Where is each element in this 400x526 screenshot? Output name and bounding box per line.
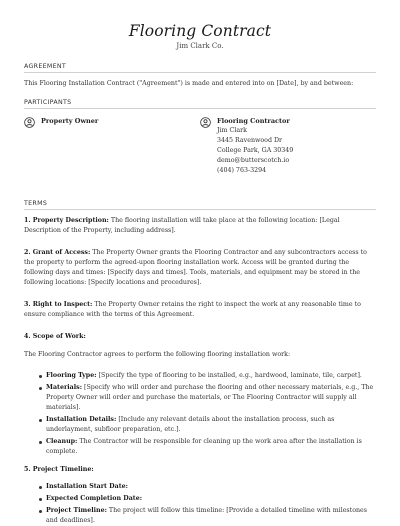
list-item-label: Materials: <box>46 384 83 391</box>
list-item-text: The project will follow this timeline: [Provide a detailed timeline with milestones and deadlines]. <box>46 507 367 524</box>
list-item <box>24 383 376 413</box>
participants-section-label: PARTICIPANTS <box>24 99 72 106</box>
term-text: The Property Owner retains the right to inspect the work at any reasonable time to ensure compliance with the terms of this Agreement. <box>24 301 361 318</box>
scope-of-work-list <box>24 371 376 457</box>
list-item-text: [Specify the type of flooring to be installed, e.g., hardwood, laminate, tile, carpet]. <box>96 372 362 379</box>
term-heading: 3. Right to Inspect: <box>24 301 93 308</box>
contractor-address-line2: College Park, GA 30349 <box>217 147 294 154</box>
agreement-text: This Flooring Installation Contract ("Agreement") is made and entered into on [Date], by and between: <box>24 80 354 87</box>
term-heading: 1. Property Description: <box>24 217 109 224</box>
term-text: The flooring installation will take place at the following location: [Legal Description of the Property, including address]. <box>24 217 340 234</box>
list-item <box>24 371 376 381</box>
agreement-divider <box>24 72 376 73</box>
participants-block <box>24 117 376 176</box>
term-property-description <box>24 216 376 236</box>
list-item <box>24 437 376 457</box>
terms-body <box>24 216 376 526</box>
list-item-text: The Contractor will be responsible for cleaning up the work area after the installation is complete. <box>46 438 362 455</box>
term-grant-of-access <box>24 248 376 288</box>
party-flooring-contractor <box>200 117 293 176</box>
scope-of-work-intro: The Flooring Contractor agrees to perform the following flooring installation work: <box>24 351 291 358</box>
term-text: The Property Owner grants the Flooring Contractor and any subcontractors access to the property to perform the agreed-upon flooring installation work. Access will be granted during the following days and times: [Specify days and times]. Tools, materials, and equipment may be stored in the following locations: [Specify locations and procedures]. <box>24 249 367 286</box>
term-project-timeline-heading: 5. Project Timeline: <box>24 466 94 473</box>
project-timeline-list <box>24 482 376 526</box>
contractor-email: demo@butterscotch.io <box>217 157 290 164</box>
list-item-label: Project Timeline: <box>46 507 107 514</box>
list-item-label: Installation Details: <box>46 416 117 423</box>
list-item <box>24 415 376 435</box>
term-right-to-inspect <box>24 300 376 320</box>
terms-divider <box>24 209 376 210</box>
list-item-text: [Include any relevant details about the installation process, such as underlayment, subfloor preparation, etc.]. <box>46 416 335 433</box>
list-item-label: Installation Start Date: <box>46 483 128 490</box>
property-owner-role: Property Owner <box>41 117 99 125</box>
person-icon <box>24 117 35 128</box>
document-title: Flooring Contract <box>128 22 272 40</box>
agreement-section-label: AGREEMENT <box>24 63 67 70</box>
list-item-label: Expected Completion Date: <box>46 495 143 502</box>
list-item <box>24 494 376 504</box>
list-item-label: Flooring Type: <box>46 372 97 379</box>
party-property-owner <box>24 117 200 176</box>
list-item-text: [Specify who will order and purchase the flooring and other necessary materials, e.g., The Property Owner will order and purchase the materials, or The Flooring Contractor will supply all materials]. <box>46 384 374 411</box>
list-item-label: Cleanup: <box>46 438 78 445</box>
term-heading: 2. Grant of Access: <box>24 249 91 256</box>
term-scope-of-work-heading: 4. Scope of Work: <box>24 333 86 340</box>
list-item <box>24 506 376 526</box>
contractor-role: Flooring Contractor <box>217 117 290 125</box>
contractor-name: Jim Clark <box>217 127 247 134</box>
company-name: Jim Clark Co. <box>176 42 224 50</box>
list-item <box>24 482 376 492</box>
terms-section-label: TERMS <box>24 200 48 207</box>
contractor-address-line1: 3445 Ravenwood Dr <box>217 137 283 144</box>
contractor-phone: (404) 763-3294 <box>217 167 267 174</box>
person-icon <box>200 117 211 128</box>
participants-divider <box>24 108 376 109</box>
